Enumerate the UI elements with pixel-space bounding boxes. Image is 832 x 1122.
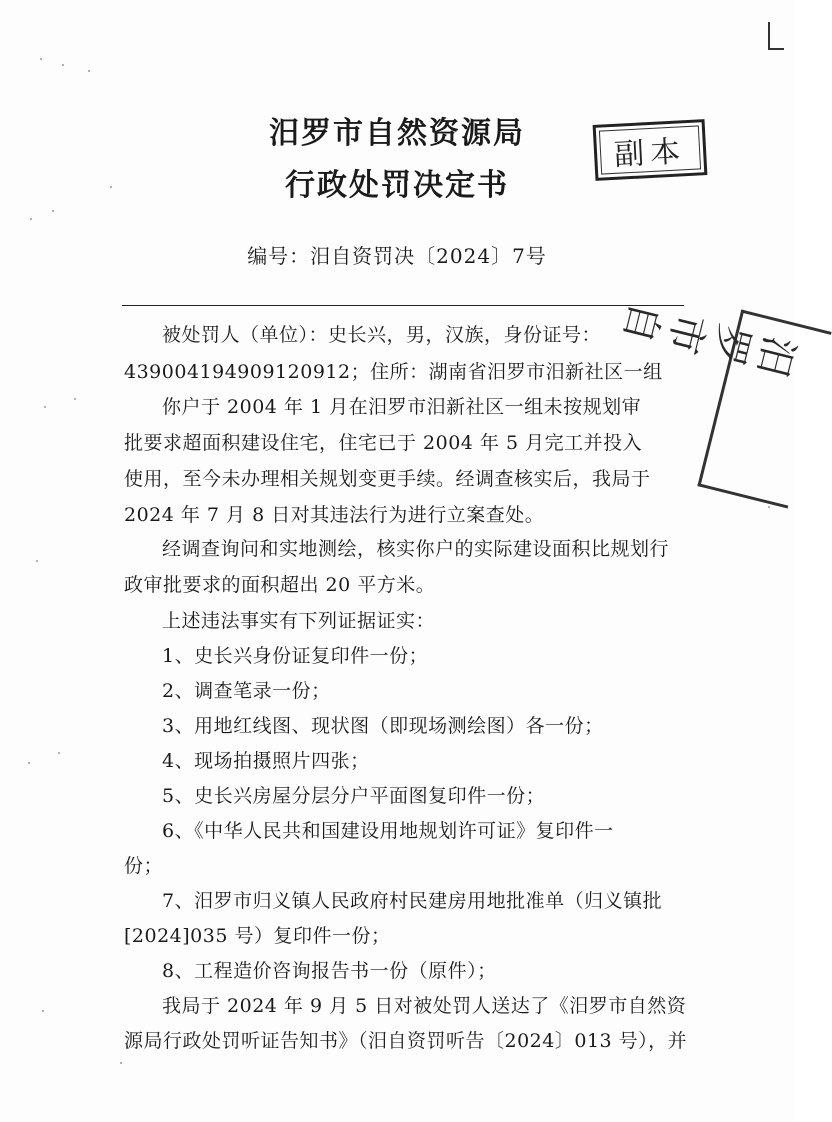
scan-speck xyxy=(74,398,76,400)
body-line: 批要求超面积建设住宅，住宅已于 2004 年 5 月完工并投入 xyxy=(124,432,643,454)
copy-stamp-text: 副本 xyxy=(613,134,688,173)
evidence-item: 8、工程造价咨询报告书一份（原件）； xyxy=(162,960,497,982)
body-line: 你户于 2004 年 1 月在汨罗市汨新社区一组未按规划审 xyxy=(162,396,642,418)
body-line: 2024 年 7 月 8 日对其违法行为进行立案查处。 xyxy=(124,504,545,526)
body-line: 经调查询问和实地测绘，核实你户的实际建设面积比规划行 xyxy=(162,538,670,560)
side-seal-stamp-text: 汨罗市自 xyxy=(614,297,803,381)
scan-speck xyxy=(52,210,54,212)
body-line: 我局于 2024 年 9 月 5 日对被处罚人送达了《汨罗市自然资 xyxy=(162,995,687,1017)
body-line: 上述违法事实有下列证据证实： xyxy=(162,610,436,632)
scan-speck xyxy=(62,64,64,66)
evidence-item: 5、史长兴房屋分层分户平面图复印件一份； xyxy=(162,785,546,807)
corner-mark xyxy=(762,22,790,52)
scan-speck xyxy=(30,218,32,220)
evidence-item-continued: [2024]035 号）复印件一份； xyxy=(124,925,391,947)
scan-speck xyxy=(42,1010,44,1012)
evidence-item: 2、调查笔录一份； xyxy=(162,680,331,702)
evidence-item: 3、用地红线图、现状图（即现场测绘图）各一份； xyxy=(162,715,604,737)
scan-speck xyxy=(58,752,60,754)
document-number: 编号：汨自资罚决〔2024〕7号 xyxy=(247,244,547,268)
scan-speck xyxy=(44,406,46,408)
body-line: 被处罚人（单位）：史长兴，男，汉族，身份证号： xyxy=(162,324,602,346)
evidence-item-continued: 份； xyxy=(124,855,164,877)
scan-speck xyxy=(768,506,770,508)
document-title-line1: 汨罗市自然资源局 xyxy=(269,116,525,151)
evidence-item: 6、《中华人民共和国建设用地规划许可证》复印件一 xyxy=(162,820,614,842)
header-divider xyxy=(122,305,684,306)
scan-speck xyxy=(88,70,90,72)
copy-stamp xyxy=(593,119,708,181)
body-line: 439004194909120912；住所：湖南省汨罗市汨新社区一组 xyxy=(124,361,663,383)
evidence-item: 4、现场拍摄照片四张； xyxy=(162,750,370,772)
evidence-item: 1、史长兴身份证复印件一份； xyxy=(162,645,429,667)
scan-speck xyxy=(120,1062,122,1064)
body-line: 源局行政处罚听证告知书》（汨自资罚听告〔2024〕013 号），并 xyxy=(124,1030,688,1052)
body-line: 使用，至今未办理相关规划变更手续。经调查核实后，我局于 xyxy=(124,468,651,490)
scan-speck xyxy=(40,58,42,60)
body-line: 政审批要求的面积超出 20 平方米。 xyxy=(124,574,436,596)
scan-speck xyxy=(28,762,30,764)
scan-speck xyxy=(110,186,112,188)
evidence-item: 7、汨罗市归义镇人民政府村民建房用地批准单（归义镇批 xyxy=(162,890,663,912)
scan-speck xyxy=(36,560,38,562)
document-title-line2: 行政处罚决定书 xyxy=(285,168,509,203)
side-seal-stamp xyxy=(614,297,831,508)
